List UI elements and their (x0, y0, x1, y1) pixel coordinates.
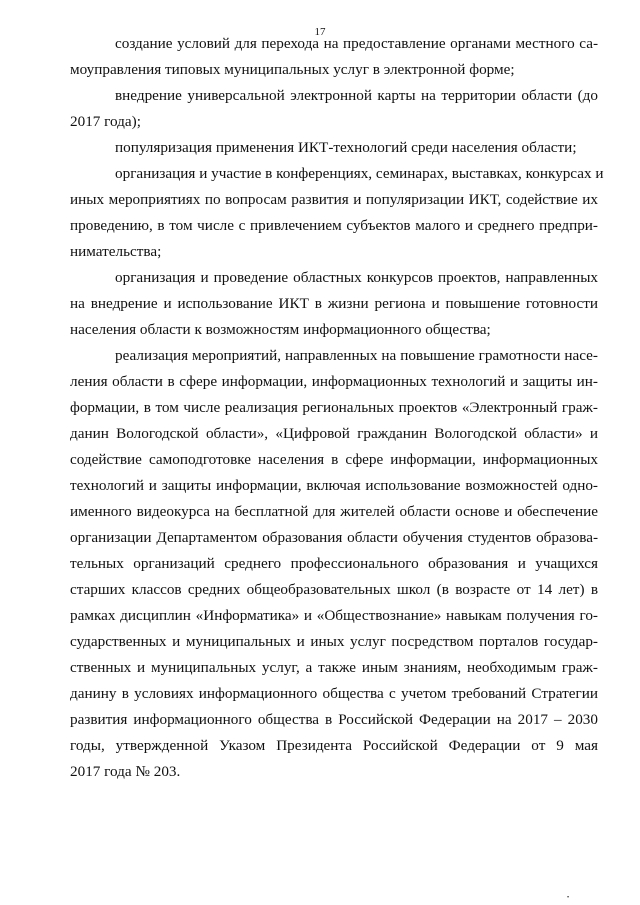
text-line: тельных организаций среднего профессионального образования и учащихся (70, 555, 598, 572)
text-line: 2017 года); (70, 113, 141, 130)
text-line: проведению, в том числе с привлечением субъектов малого и среднего предпри- (70, 217, 598, 234)
text-line: популяризация применения ИКТ-технологий среди населения области; (115, 139, 577, 156)
text-line: данин Вологодской области», «Цифровой гражданин Вологодской области» и (70, 425, 598, 442)
text-line: нимательства; (70, 243, 162, 260)
text-line: содействие самоподготовке населения в сфере информации, информационных (70, 451, 598, 468)
text-line: годы, утвержденной Указом Президента Российской Федерации от 9 мая (70, 737, 598, 754)
text-line: организация и проведение областных конкурсов проектов, направленных (115, 269, 598, 286)
text-line: иных мероприятиях по вопросам развития и популяризации ИКТ, содействие их (70, 191, 598, 208)
text-line: рамках дисциплин «Информатика» и «Обществознание» навыкам получения го- (70, 607, 598, 624)
text-line: развития информационного общества в Российской Федерации на 2017 – 2030 (70, 711, 598, 728)
text-line: моуправления типовых муниципальных услуг в электронной форме; (70, 61, 515, 78)
text-line: именного видеокурса на бесплатной для жителей области основе и обеспечение (70, 503, 598, 520)
text-line: внедрение универсальной электронной карты на территории области (до (115, 87, 598, 104)
text-line: ления области в сфере информации, информационных технологий и защиты ин- (70, 373, 598, 390)
text-line: на внедрение и использование ИКТ в жизни региона и повышение готовности (70, 295, 598, 312)
text-line: реализация мероприятий, направленных на повышение грамотности насе- (115, 347, 598, 364)
page-number: 17 (314, 26, 326, 38)
text-line: создание условий для перехода на предоставление органами местного са- (115, 35, 598, 52)
text-line: организации Департаментом образования области обучения студентов образова- (70, 529, 598, 546)
text-line: ственных и муниципальных услуг, а также иным знаниям, необходимым граж- (70, 659, 598, 676)
paragraph-1 (70, 35, 598, 87)
paragraph-6 (70, 347, 598, 789)
paragraph-3 (70, 139, 598, 165)
text-line: данину в условиях информационного общества с учетом требований Стратегии (70, 685, 598, 702)
text-line: населения области к возможностям информационного общества; (70, 321, 491, 338)
paragraph-2 (70, 87, 598, 139)
text-line: формации, в том числе реализация региональных проектов «Электронный граж- (70, 399, 598, 416)
text-line: сударственных и муниципальных и иных услуг посредством порталов государ- (70, 633, 598, 650)
text-line: технологий и защиты информации, включая использование возможностей одно- (70, 477, 598, 494)
document-body (70, 35, 604, 789)
paragraph-5 (70, 269, 598, 347)
scan-mark: • (567, 895, 570, 901)
text-line: организация и участие в конференциях, семинарах, выставках, конкурсах и (115, 165, 604, 182)
text-line: 2017 года № 203. (70, 763, 181, 780)
paragraph-4 (70, 165, 604, 269)
text-line: старших классов средних общеобразовательных школ (в возрасте от 14 лет) в (70, 581, 598, 598)
